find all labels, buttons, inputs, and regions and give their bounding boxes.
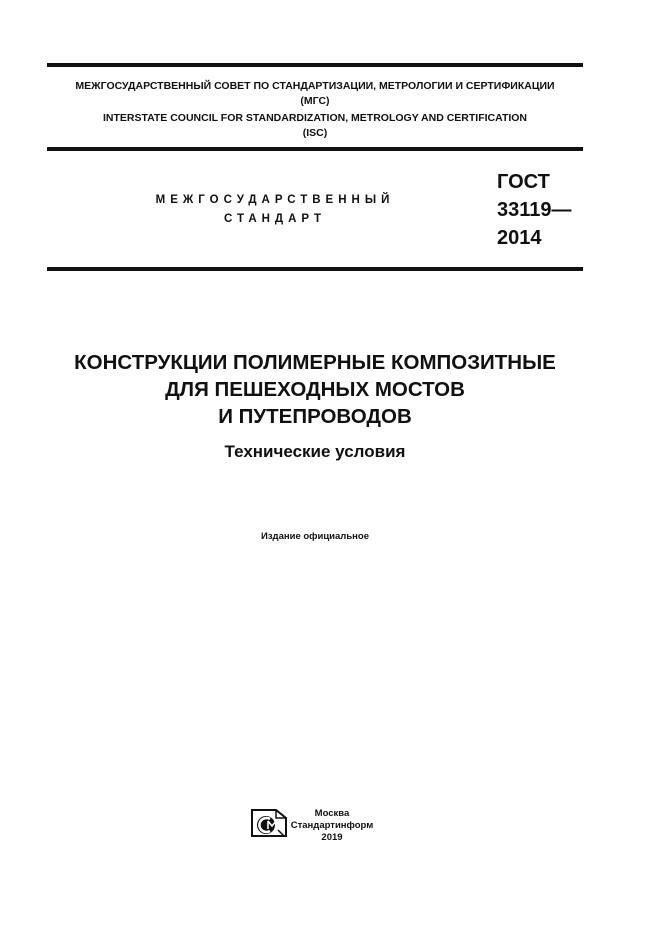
designation-rule [47,267,583,271]
subtitle: Технические условия [224,442,406,461]
edition-note: Издание официальное [261,531,369,542]
title-line2: ДЛЯ ПЕШЕХОДНЫХ МОСТОВ [165,378,465,401]
council-en-abbr: (ISC) [302,127,328,139]
council-rule [47,147,583,151]
standard-type-line2: СТАНДАРТ [224,213,326,225]
standard-type-line1: МЕЖГОСУДАРСТВЕННЫЙ [155,194,395,206]
gost-number: 33119— [497,199,572,221]
title-line3: И ПУТЕПРОВОДОВ [218,405,412,428]
title-line1: КОНСТРУКЦИИ ПОЛИМЕРНЫЕ КОМПОЗИТНЫЕ [74,351,556,374]
gost-year: 2014 [497,227,542,249]
publisher-year: 2019 [321,832,343,843]
publisher-name: Стандартинформ [290,820,374,831]
council-en-name: INTERSTATE COUNCIL FOR STANDARDIZATION, METROLOGY AND CERTIFICATION [102,112,528,124]
council-ru-name: МЕЖГОСУДАРСТВЕННЫЙ СОВЕТ ПО СТАНДАРТИЗАЦИИ, МЕТРОЛОГИИ И СЕРТИФИКАЦИИ [75,80,555,92]
gost-prefix: ГОСТ [497,171,550,193]
top-rule [47,63,583,67]
council-ru-abbr: (МГС) [300,95,330,107]
publisher-city: Москва [314,808,350,819]
standartinform-logo-icon [248,808,290,838]
